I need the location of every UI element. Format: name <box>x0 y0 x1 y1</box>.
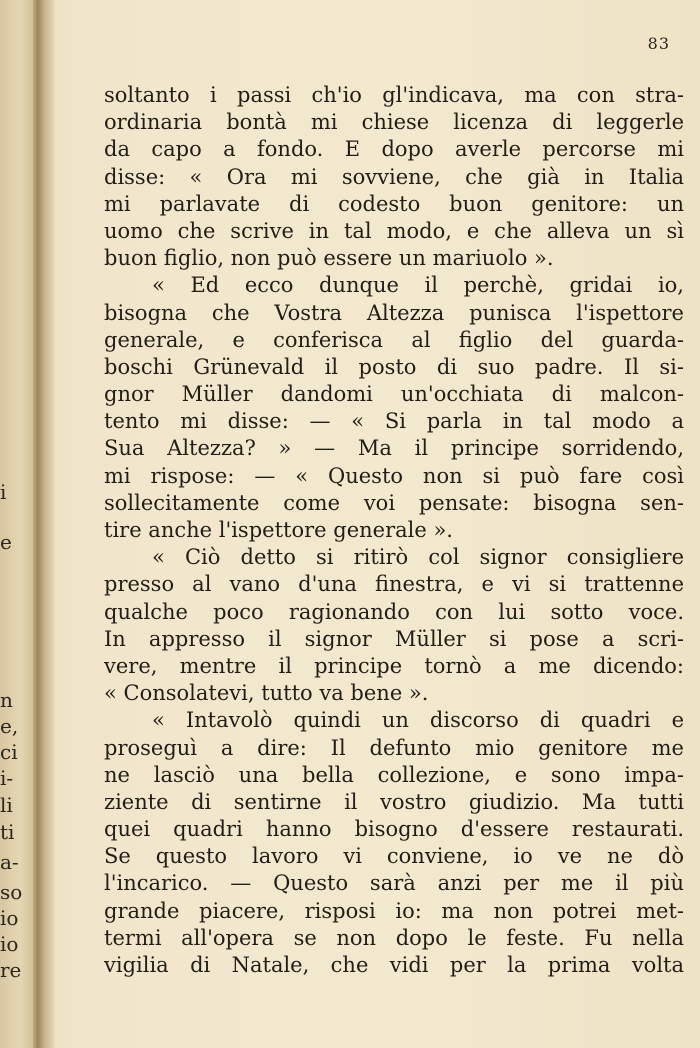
text-line: mi parlavate di codesto buon genitore: un <box>104 191 684 216</box>
margin-fragment: io <box>0 906 19 930</box>
text-line: disse: « Ora mi sovviene, che già in Italia <box>104 164 684 189</box>
text-line: vigilia di Natale, che vidi per la prima volta <box>104 953 684 977</box>
margin-fragment: e <box>0 530 12 554</box>
text-line: vere, mentre il principe tornò a me dicendo: <box>104 653 684 678</box>
text-line: proseguì a dire: Il defunto mio genitore me <box>104 735 684 760</box>
margin-fragment: so <box>0 880 23 904</box>
margin-fragment: li <box>0 793 13 817</box>
text-line: ziente di sentirne il vostro giudizio. Ma tutti <box>104 789 684 814</box>
text-line: Sua Altezza? » — Ma il principe sorridendo, <box>104 436 684 461</box>
paragraph-start-line: « Ed ecco dunque il perchè, gridai io, <box>152 273 684 298</box>
text-line: termi all'opera se non dopo le feste. Fu nella <box>104 925 684 950</box>
margin-fragment: i- <box>0 766 14 790</box>
margin-fragment: io <box>0 932 19 956</box>
text-line: In appresso il signor Müller si pose a scri- <box>104 626 684 651</box>
previous-page-edge <box>0 0 34 1048</box>
text-line: da capo a fondo. E dopo averle percorse mi <box>104 137 684 162</box>
page-number: 83 <box>647 34 670 53</box>
text-line: ordinaria bontà mi chiese licenza di leggerle <box>104 110 684 135</box>
text-line: gnor Müller dandomi un'occhiata di malcon- <box>104 382 684 407</box>
paragraph-start-line: « Ciò detto si ritirò col signor consigliere <box>152 545 684 570</box>
text-line: ne lasciò una bella collezione, e sono impa- <box>104 762 684 787</box>
book-gutter <box>33 0 55 1048</box>
margin-fragment: re <box>0 958 22 982</box>
text-line: uomo che scrive in tal modo, e che alleva un sì <box>104 218 684 243</box>
text-line: sollecitamente come voi pensate: bisogna sen- <box>104 490 684 515</box>
text-line: grande piacere, risposi io: ma non potrei met- <box>104 898 684 923</box>
margin-fragment: i <box>0 480 7 504</box>
margin-fragment: a- <box>0 850 19 874</box>
text-line: presso al vano d'una finestra, e vi si trattenne <box>104 572 684 597</box>
paragraph-start-line: « Intavolò quindi un discorso di quadri e <box>152 708 684 733</box>
margin-fragment: ci <box>0 740 18 764</box>
text-line: quei quadri hanno bisogno d'essere restaurati. <box>104 817 684 842</box>
text-line: mi rispose: — « Questo non si può fare così <box>104 463 684 488</box>
text-line: buon figlio, non può essere un mariuolo ». <box>104 246 554 271</box>
text-line: qualche poco ragionando con lui sotto voce. <box>104 599 684 624</box>
text-line: generale, e conferisca al figlio del guarda- <box>104 327 684 352</box>
text-line: bisogna che Vostra Altezza punisca l'ispettore <box>104 300 684 325</box>
text-line: Se questo lavoro vi conviene, io ve ne dò <box>104 844 684 869</box>
text-line: l'incarico. — Questo sarà anzi per me il più <box>104 871 684 896</box>
margin-fragment: e, <box>0 714 19 738</box>
text-line: tento mi disse: — « Si parla in tal modo a <box>104 409 684 434</box>
text-line: boschi Grünevald il posto di suo padre. Il si- <box>104 354 684 379</box>
margin-fragment: n <box>0 688 13 712</box>
text-line: « Consolatevi, tutto va bene ». <box>104 681 429 706</box>
margin-fragment: ti <box>0 820 15 844</box>
text-line: tire anche l'ispettore generale ». <box>104 518 453 542</box>
text-line: soltanto i passi ch'io gl'indicava, ma con stra- <box>104 83 684 107</box>
body-text <box>104 82 684 979</box>
